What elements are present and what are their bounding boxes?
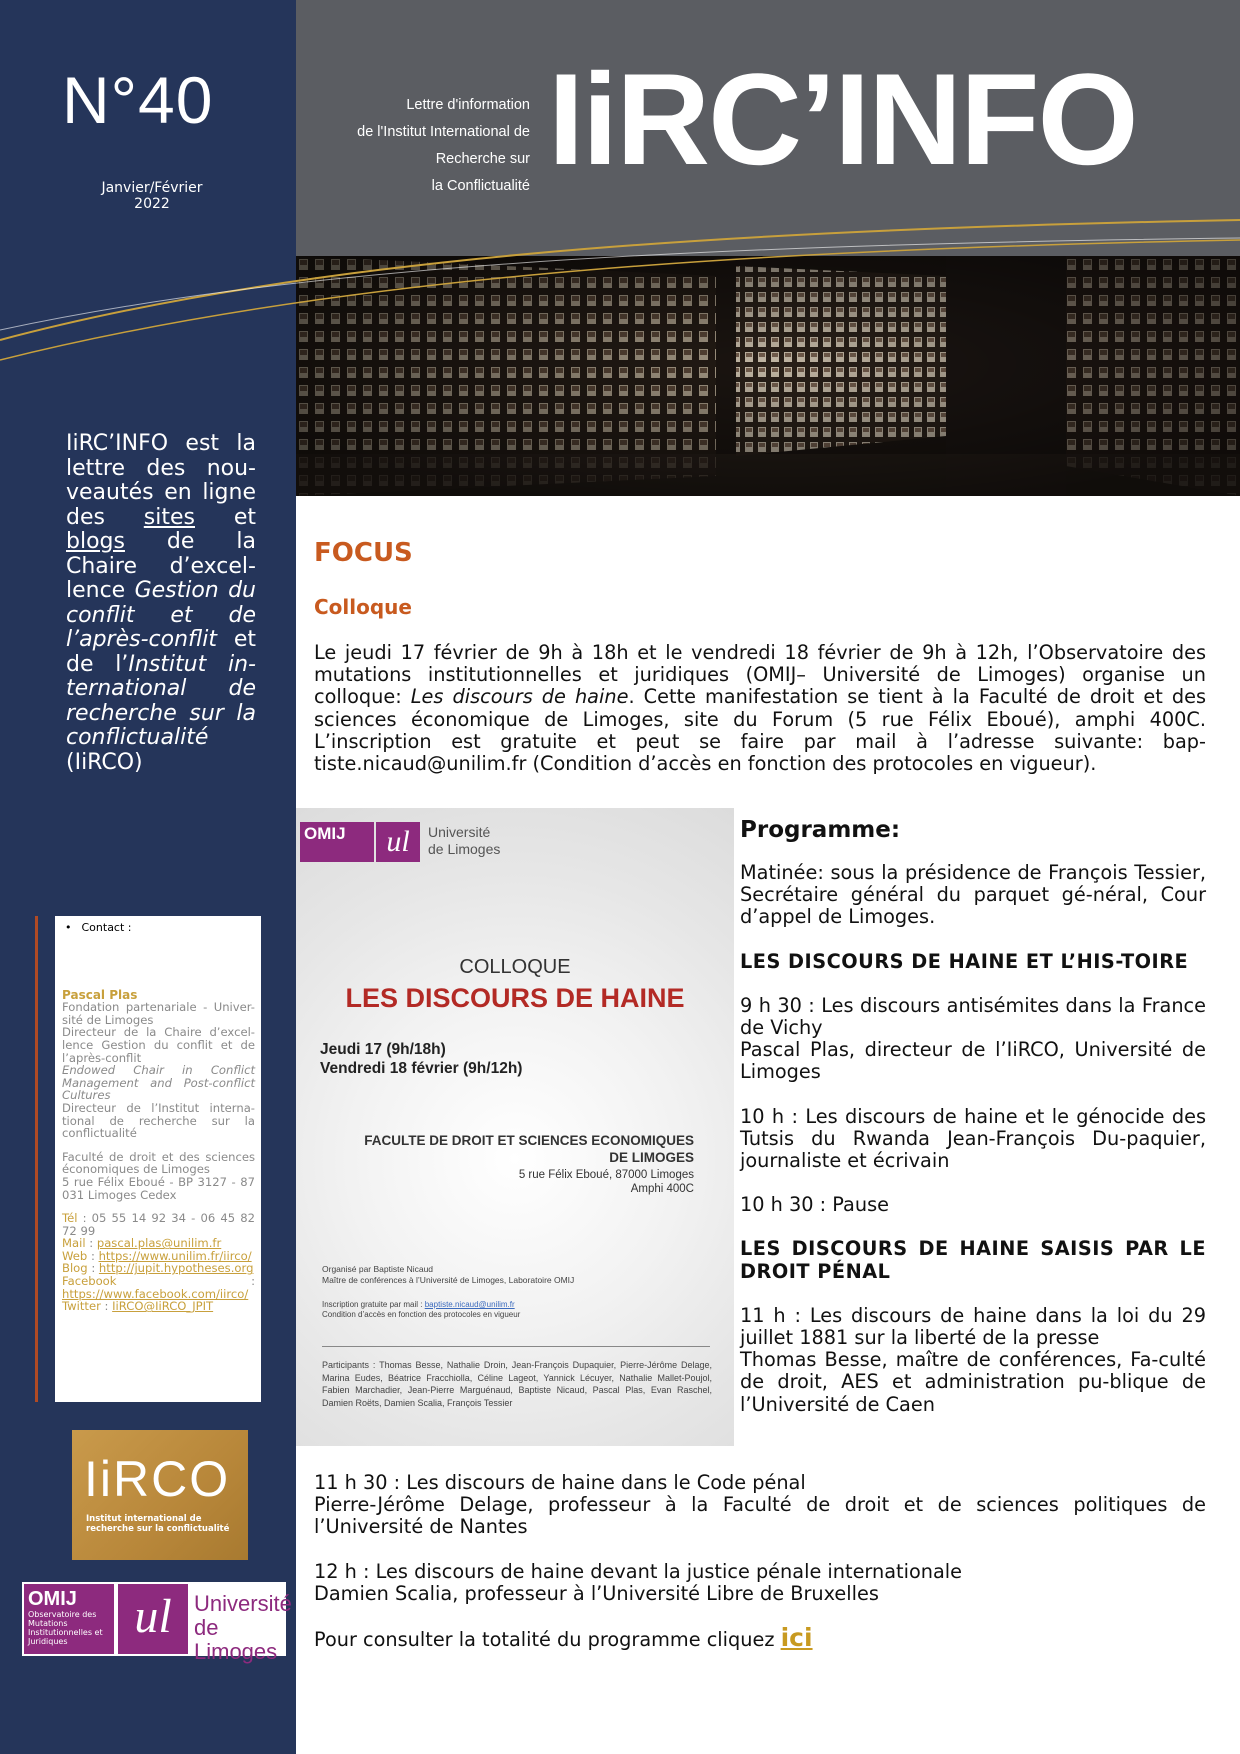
intro-institute-name: Institut in-ternational de recherche sur la conflictualité — [66, 651, 256, 750]
intro-text: de la Chaire d’excel-lence — [66, 529, 256, 603]
poster-address: 5 rue Félix Eboué, 87000 Limoges Amphi 400C — [518, 1169, 694, 1195]
intro-chair-name: Gestion du conflit et de l’après-conflit — [66, 578, 256, 652]
contact-title: • Contact : — [62, 922, 255, 935]
contact-role-en: Endowed Chair in Conflict Management and Post-conflict Cultures — [62, 1063, 255, 1103]
irco-logo-subtitle: Institut international de recherche sur la conflictualité — [86, 1514, 230, 1534]
sites-link[interactable]: sites — [143, 504, 195, 530]
header-photo — [296, 256, 1240, 496]
twitter-link[interactable]: IiRCO@IiRCO_JPIT — [112, 1299, 214, 1314]
contact-role: Directeur de la Chaire d’excel-lence Gestion du conflit et de l’après-conflit — [62, 1025, 255, 1065]
university-logo-text: Université de Limoges — [194, 1591, 292, 1664]
contact-role: Directeur de l’Institut interna-tional de recherche sur la conflictualité — [62, 1100, 255, 1141]
consult-line: Pour consulter la totalité du programme cliquez ici — [314, 1623, 813, 1653]
contact-address: Faculté de droit et des sciences économiques de Limoges — [62, 1149, 255, 1177]
intro-text: et — [195, 504, 256, 530]
poster-ul-icon: ul — [376, 822, 420, 862]
poster-divider — [322, 1346, 710, 1347]
programme-continued — [314, 1472, 1206, 1673]
poster-title: LES DISCOURS DE HAINE — [345, 983, 685, 1013]
poster-dates: Jeudi 17 (9h/18h) Vendredi 18 février (9h/12h) — [320, 1041, 523, 1077]
contact-web: Web : https://www.unilim.fr/iirco/ — [62, 1248, 252, 1263]
poster-university: Université de Limoges — [428, 824, 501, 857]
programme — [740, 816, 1206, 1438]
programme-item: 11 h 30 : Les discours de haine dans le Code pénal Pierre-Jérôme Delage, professeur à la Faculté de droit et de sciences politiques de l’Université de Nantes — [314, 1471, 1206, 1539]
article-title: Colloque — [314, 595, 412, 619]
blogs-link[interactable]: blogs — [66, 529, 125, 554]
sidebar-intro — [66, 432, 256, 775]
blog-link[interactable]: http://jupit.hypotheses.org — [98, 1261, 254, 1276]
programme-section: LES DISCOURS DE HAINE SAISIS PAR LE DROIT PÉNAL — [740, 1237, 1206, 1283]
contact-mail: Mail : pascal.plas@unilim.fr — [62, 1236, 222, 1251]
programme-item: 10 h : Les discours de haine et le génocide des Tutsis du Rwanda Jean-François Du-paquier, journaliste et écrivain — [740, 1104, 1206, 1173]
issue-number: N°40 — [62, 63, 214, 137]
ul-monogram-icon: ul — [118, 1584, 188, 1654]
article-body: Le jeudi 17 février de 9h à 18h et le vendredi 18 février de 9h à 12h, l’Observatoire des mutations institutionnelles et juridiques (OMIJ– Université de Limoges) organise un colloque: Les discours de haine. Cette manifestation se tient à la Faculté de droit et des sciences économique de Limoges, site du Forum (5 rue Félix Eboué), amphi 400C. L’inscription est gratuite et peut se faire par mail à l’adresse suivante: bap-tiste.nicaud@unilim.fr (Condition d’accès en fonction des protocoles en vigueur). — [314, 641, 1207, 776]
poster-colloque: COLLOQUE — [459, 956, 571, 978]
programme-item: 12 h : Les discours de haine devant la justice pénale internationale Damien Scalia, professeur à l’Université Libre de Bruxelles — [314, 1559, 963, 1605]
irco-logo-text: IiRCO — [84, 1451, 231, 1507]
contact-twitter: Twitter : IiRCO@IiRCO_JPIT — [62, 1299, 214, 1314]
programme-link[interactable]: ici — [780, 1623, 813, 1653]
programme-heading: Programme: — [740, 817, 901, 843]
issue-date-line1: Janvier/Février — [101, 180, 203, 196]
contact-blog: Blog : http://jupit.hypotheses.org — [62, 1261, 254, 1276]
header-subtitle: Lettre d'information de l'Institut International de Recherche sur la Conflictualité — [357, 97, 530, 194]
intro-text: IiRC’INFO est la lettre des nou-veautés en ligne des — [66, 431, 256, 530]
memorial-photo — [296, 256, 1240, 496]
facebook-link[interactable]: https://www.facebook.com/iirco/ — [62, 1286, 249, 1301]
poster-venue: FACULTE DE DROIT ET SCIENCES ECONOMIQUES DE LIMOGES — [364, 1133, 694, 1165]
colloque-poster — [296, 808, 734, 1446]
contact-address: 5 rue Félix Eboué - BP 3127 - 87 031 Limoges Cedex — [62, 1174, 255, 1202]
contact-phone: Tél : 05 55 14 92 34 - 06 45 82 72 99 — [62, 1211, 255, 1238]
programme-item: 9 h 30 : Les discours antisémites dans la France de Vichy Pascal Plas, directeur de l’IiRCO, Université de Limoges — [740, 993, 1206, 1084]
contact-role: Fondation partenariale - Univer-sité de Limoges — [62, 1000, 255, 1027]
contact-accent-line — [35, 916, 38, 1402]
poster-participants: Participants : Thomas Besse, Nathalie Droin, Jean-François Dupaquier, Pierre-Jérôme Delage, Marina Eudes, Béatrice Fracchiolla, Céline Lageot, Yannick Lécuyer, Nathalie Mallet-Poujol, Fabien Marchadier, Jean-Pierre Marguénaud, Baptiste Nicaud, Pascal Plas, Evan Raschel, Damien Roëts, Damien Scalia, François Tessier — [322, 1360, 712, 1408]
programme-item: 11 h : Les discours de haine dans la loi du 29 juillet 1881 sur la liberté de la presse Thomas Besse, maître de conférences, Fa-culté de droit, AES et administration pu-blique de l’Université de Caen — [740, 1303, 1206, 1416]
intro-text: et de l’ — [66, 627, 256, 677]
intro-text: (IiRCO) — [66, 749, 143, 775]
poster-registration: Inscription gratuite par mail : baptiste.nicaud@unilim.fr Condition d’accès en fonction des protocoles en vigueur — [322, 1300, 521, 1319]
issue-date-line2: 2022 — [134, 196, 170, 212]
irco-logo — [72, 1430, 248, 1560]
poster-omij-logo: OMIJ — [300, 822, 374, 862]
poster-organizer: Organisé par Baptiste Nicaud Maître de conférences à l’Université de Limoges, Laboratoire OMIJ — [322, 1264, 575, 1285]
programme-item: 10 h 30 : Pause — [740, 1193, 890, 1217]
contact-facebook: Facebook : https://www.facebook.com/iirco/ — [62, 1274, 255, 1301]
programme-matinee: Matinée: sous la présidence de François Tessier, Secrétaire général du parquet gé-néral, Cour d’appel de Limoges. — [740, 861, 1206, 929]
masthead-title: IiRC’INFO — [548, 46, 1137, 192]
mail-link[interactable]: pascal.plas@unilim.fr — [96, 1236, 222, 1251]
section-title: FOCUS — [314, 538, 413, 568]
issue-date — [60, 180, 244, 212]
omij-university-logo — [22, 1582, 292, 1664]
web-link[interactable]: https://www.unilim.fr/iirco/ — [98, 1248, 252, 1263]
omij-logo: OMIJ Observatoire des Mutations Institutionnelles et Juridiques — [24, 1584, 114, 1654]
contact-name: Pascal Plas — [62, 987, 138, 1002]
contact-box — [55, 916, 261, 1402]
programme-section: LES DISCOURS DE HAINE ET L’HIS-TOIRE — [740, 949, 1189, 973]
